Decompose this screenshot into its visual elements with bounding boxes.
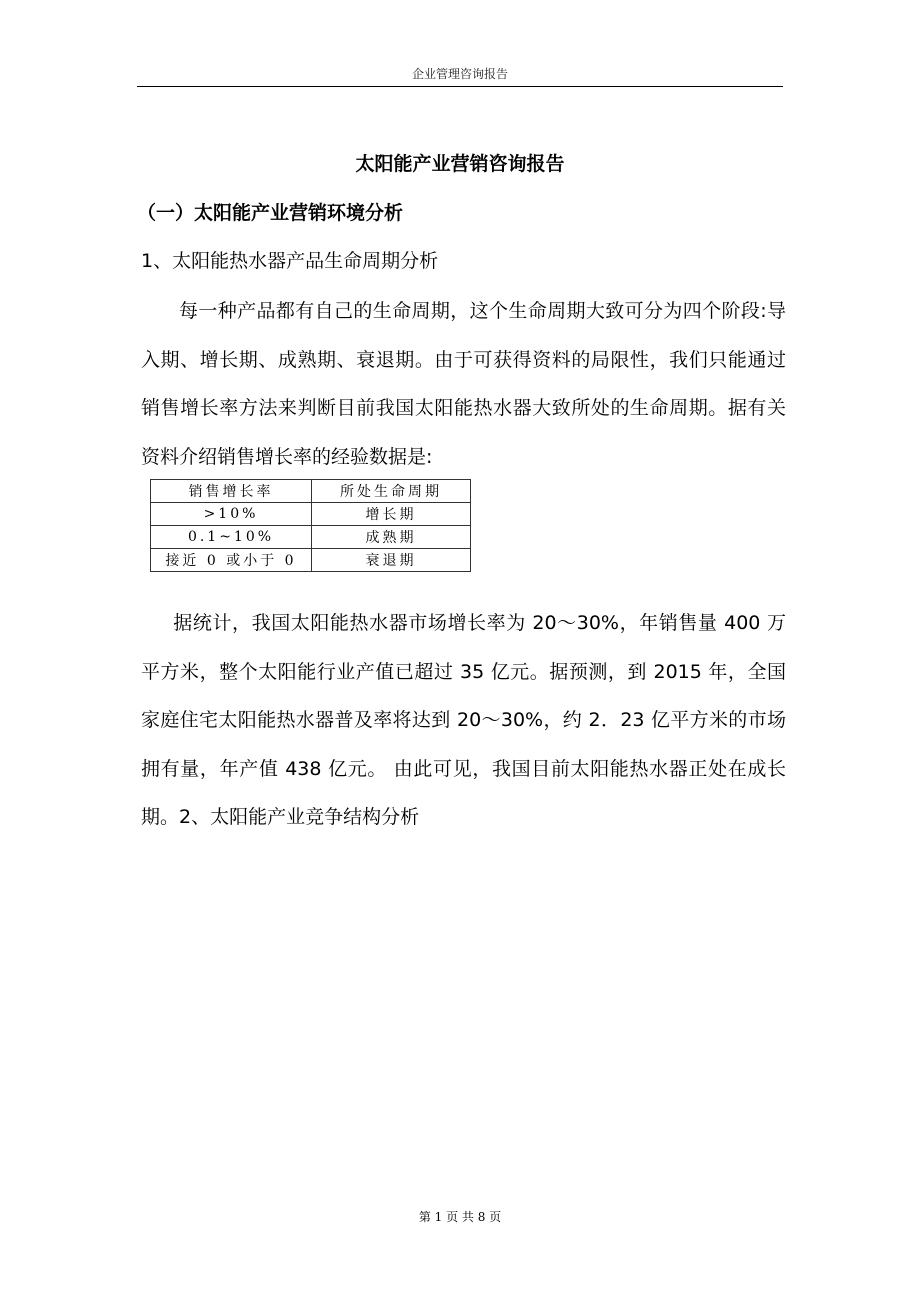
table-row [151, 526, 471, 549]
page-footer: 第 1 页 共 8 页 [418, 1210, 502, 1224]
table-cell: 衰退期 [312, 549, 471, 572]
document-title: 太阳能产业营销咨询报告 [355, 153, 565, 175]
body-paragraph-lifecycle: 每一种产品都有自己的生命周期，这个生命周期大致可分为四个阶段:导入期、增长期、成熟期、衰退期。由于可获得资料的局限性，我们只能通过销售增长率方法来判断目前我国太阳能热水器大致所处的生命周期。据有关资料介绍销售增长率的经验数据是: [141, 300, 786, 468]
sub-heading: 1、太阳能热水器产品生命周期分析 [141, 250, 439, 272]
table-cell: 成熟期 [312, 526, 471, 549]
table-cell: 0.1~10% [151, 526, 312, 549]
table-row [151, 549, 471, 572]
section-heading: （一）太阳能产业营销环境分析 [137, 202, 404, 224]
page-header: 企业管理咨询报告 [137, 64, 783, 87]
table-row [151, 503, 471, 526]
growth-rate-table [150, 479, 471, 572]
body-paragraph-statistics: 据统计，我国太阳能热水器市场增长率为 20～30%，年销售量 400 万平方米，整个太阳能行业产值已超过 35 亿元。据预测，到 2015 年，全国家庭住宅太阳能热水器普及率将达到 20～30%，约 2．23 亿平方米的市场拥有量，年产值 438 亿元。 由此可见，我国目前太阳能热水器正处在成长期。2、太阳能产业竞争结构分析 [141, 612, 786, 828]
table-header-row [151, 480, 471, 503]
table-cell: >10% [151, 503, 312, 526]
table-cell: 接近 0 或小于 0 [151, 549, 312, 572]
table-header-cell: 销售增长率 [151, 480, 312, 503]
table-cell: 增长期 [312, 503, 471, 526]
table-header-cell: 所处生命周期 [312, 480, 471, 503]
